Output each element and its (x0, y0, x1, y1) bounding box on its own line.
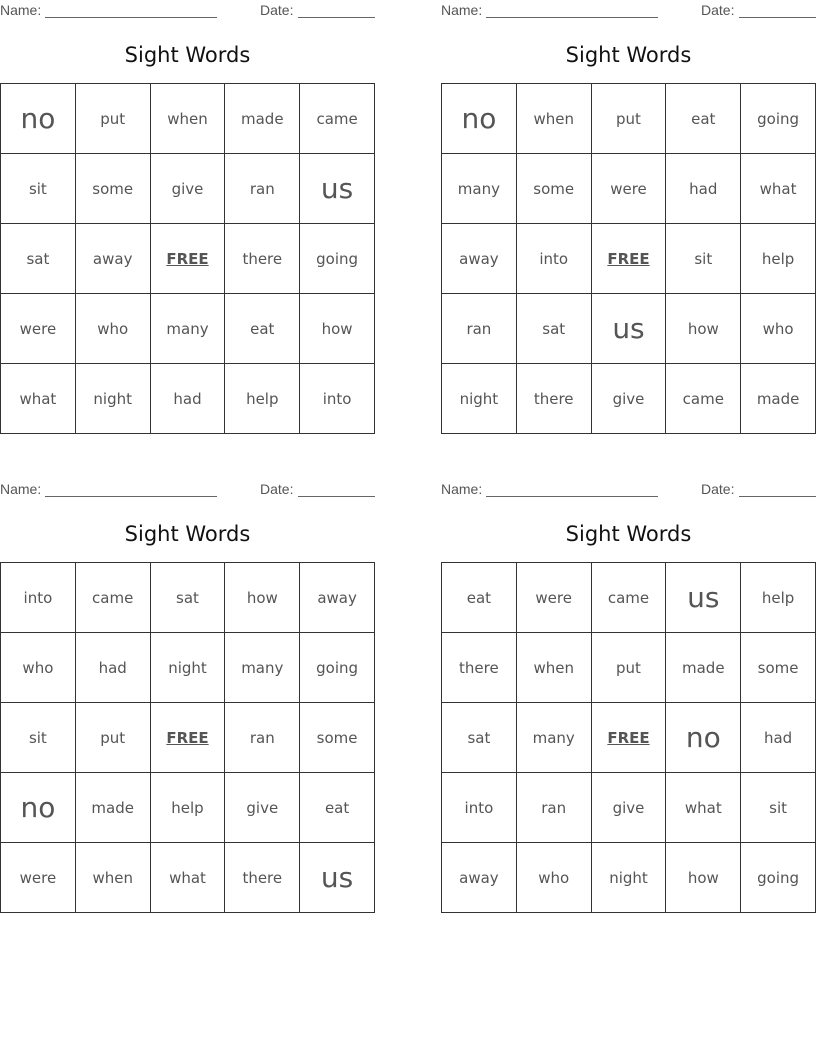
card-title: Sight Words (565, 43, 692, 67)
grid-row (1, 84, 375, 154)
word-cell[interactable]: no (1, 773, 76, 843)
grid-row (442, 84, 816, 154)
date-blank[interactable] (739, 496, 816, 497)
word-cell[interactable]: into (300, 364, 375, 434)
word-cell[interactable]: eat (300, 773, 375, 843)
word-cell[interactable]: night (442, 364, 517, 434)
word-cell[interactable]: made (741, 364, 816, 434)
word-cell[interactable]: there (516, 364, 591, 434)
word-cell[interactable]: eat (666, 84, 741, 154)
word-cell[interactable]: ran (516, 773, 591, 843)
word-cell[interactable]: help (225, 364, 300, 434)
word-cell[interactable]: had (666, 154, 741, 224)
word-cell[interactable]: how (225, 563, 300, 633)
word-cell[interactable]: sit (1, 703, 76, 773)
date-label: Date: (260, 2, 294, 18)
grid-row (442, 154, 816, 224)
word-cell[interactable]: came (666, 364, 741, 434)
bingo-grid (0, 562, 375, 913)
word-cell[interactable]: were (1, 294, 76, 364)
word-cell[interactable]: us (666, 563, 741, 633)
word-cell[interactable]: help (150, 773, 225, 843)
word-cell[interactable]: many (225, 633, 300, 703)
card-title: Sight Words (124, 43, 251, 67)
word-cell[interactable]: going (741, 843, 816, 913)
word-cell[interactable]: when (516, 84, 591, 154)
card-header (441, 2, 816, 20)
word-cell[interactable]: sat (442, 703, 517, 773)
word-cell[interactable]: when (150, 84, 225, 154)
word-cell[interactable]: us (300, 843, 375, 913)
word-cell[interactable]: had (741, 703, 816, 773)
bingo-card-1 (0, 0, 375, 434)
grid-row (1, 364, 375, 434)
date-label: Date: (701, 2, 735, 18)
word-cell[interactable]: came (300, 84, 375, 154)
word-cell[interactable]: how (666, 843, 741, 913)
word-cell[interactable]: sat (150, 563, 225, 633)
word-cell[interactable]: many (442, 154, 517, 224)
word-cell[interactable]: some (300, 703, 375, 773)
word-cell[interactable]: had (75, 633, 150, 703)
word-cell[interactable]: into (516, 224, 591, 294)
word-cell[interactable]: give (591, 364, 666, 434)
word-cell[interactable]: give (225, 773, 300, 843)
date-blank[interactable] (298, 17, 375, 18)
word-cell[interactable]: there (225, 843, 300, 913)
free-space[interactable]: FREE (591, 703, 666, 773)
word-cell[interactable]: put (75, 84, 150, 154)
name-label: Name: (441, 2, 483, 18)
word-cell[interactable]: many (516, 703, 591, 773)
word-cell[interactable]: eat (442, 563, 517, 633)
name-blank[interactable] (45, 496, 217, 497)
word-cell[interactable]: who (516, 843, 591, 913)
word-cell[interactable]: came (75, 563, 150, 633)
word-cell[interactable]: were (591, 154, 666, 224)
name-label: Name: (441, 481, 483, 497)
word-cell[interactable]: put (591, 633, 666, 703)
word-cell[interactable]: how (666, 294, 741, 364)
bingo-card-3 (0, 479, 375, 913)
bingo-grid (441, 562, 816, 913)
word-cell[interactable]: came (591, 563, 666, 633)
date-blank[interactable] (298, 496, 375, 497)
word-cell[interactable]: night (591, 843, 666, 913)
card-header (441, 481, 816, 499)
date-blank[interactable] (739, 17, 816, 18)
word-cell[interactable]: some (516, 154, 591, 224)
grid-row (442, 703, 816, 773)
word-cell[interactable]: give (150, 154, 225, 224)
grid-row (1, 633, 375, 703)
word-cell[interactable]: ran (225, 703, 300, 773)
word-cell[interactable]: going (300, 633, 375, 703)
grid-row (1, 773, 375, 843)
word-cell[interactable]: away (300, 563, 375, 633)
card-header (0, 481, 375, 499)
word-cell[interactable]: made (666, 633, 741, 703)
word-cell[interactable]: there (225, 224, 300, 294)
word-cell[interactable]: sit (1, 154, 76, 224)
bingo-grid (441, 83, 816, 434)
word-cell[interactable]: away (442, 843, 517, 913)
card-title: Sight Words (124, 522, 251, 546)
name-blank[interactable] (486, 17, 658, 18)
word-cell[interactable]: when (75, 843, 150, 913)
word-cell[interactable]: who (1, 633, 76, 703)
grid-row (442, 773, 816, 843)
word-cell[interactable]: who (75, 294, 150, 364)
free-space[interactable]: FREE (591, 224, 666, 294)
word-cell[interactable]: away (75, 224, 150, 294)
bingo-grid (0, 83, 375, 434)
bingo-card-2 (441, 0, 816, 434)
grid-row (1, 154, 375, 224)
word-cell[interactable]: sit (741, 773, 816, 843)
word-cell[interactable]: help (741, 224, 816, 294)
word-cell[interactable]: what (150, 843, 225, 913)
word-cell[interactable]: when (516, 633, 591, 703)
word-cell[interactable]: who (741, 294, 816, 364)
word-cell[interactable]: what (741, 154, 816, 224)
word-cell[interactable]: put (591, 84, 666, 154)
word-cell[interactable]: some (75, 154, 150, 224)
word-cell[interactable]: were (516, 563, 591, 633)
word-cell[interactable]: made (225, 84, 300, 154)
free-space[interactable]: FREE (150, 703, 225, 773)
word-cell[interactable]: us (300, 154, 375, 224)
word-cell[interactable]: had (150, 364, 225, 434)
word-cell[interactable]: away (442, 224, 517, 294)
word-cell[interactable]: help (741, 563, 816, 633)
word-cell[interactable]: what (1, 364, 76, 434)
word-cell[interactable]: put (75, 703, 150, 773)
name-blank[interactable] (486, 496, 658, 497)
word-cell[interactable]: eat (225, 294, 300, 364)
name-label: Name: (0, 481, 42, 497)
name-label: Name: (0, 2, 42, 18)
word-cell[interactable]: give (591, 773, 666, 843)
word-cell[interactable]: night (150, 633, 225, 703)
grid-row (442, 224, 816, 294)
word-cell[interactable]: into (442, 773, 517, 843)
word-cell[interactable]: what (666, 773, 741, 843)
date-label: Date: (260, 481, 294, 497)
grid-row (1, 703, 375, 773)
date-label: Date: (701, 481, 735, 497)
word-cell[interactable]: sat (516, 294, 591, 364)
word-cell[interactable]: going (741, 84, 816, 154)
grid-row (442, 294, 816, 364)
grid-row (442, 364, 816, 434)
grid-row (442, 633, 816, 703)
word-cell[interactable]: there (442, 633, 517, 703)
grid-row (442, 563, 816, 633)
grid-row (1, 294, 375, 364)
word-cell[interactable]: no (1, 84, 76, 154)
word-cell[interactable]: night (75, 364, 150, 434)
free-space[interactable]: FREE (150, 224, 225, 294)
word-cell[interactable]: no (442, 84, 517, 154)
word-cell[interactable]: many (150, 294, 225, 364)
word-cell[interactable]: going (300, 224, 375, 294)
bingo-card-4 (441, 479, 816, 913)
word-cell[interactable]: ran (442, 294, 517, 364)
word-cell[interactable]: no (666, 703, 741, 773)
word-cell[interactable]: made (75, 773, 150, 843)
word-cell[interactable]: into (1, 563, 76, 633)
word-cell[interactable]: some (741, 633, 816, 703)
word-cell[interactable]: sit (666, 224, 741, 294)
grid-row (1, 843, 375, 913)
grid-row (442, 843, 816, 913)
card-title: Sight Words (565, 522, 692, 546)
word-cell[interactable]: how (300, 294, 375, 364)
card-header (0, 2, 375, 20)
name-blank[interactable] (45, 17, 217, 18)
grid-row (1, 224, 375, 294)
word-cell[interactable]: ran (225, 154, 300, 224)
grid-row (1, 563, 375, 633)
word-cell[interactable]: sat (1, 224, 76, 294)
word-cell[interactable]: us (591, 294, 666, 364)
word-cell[interactable]: were (1, 843, 76, 913)
